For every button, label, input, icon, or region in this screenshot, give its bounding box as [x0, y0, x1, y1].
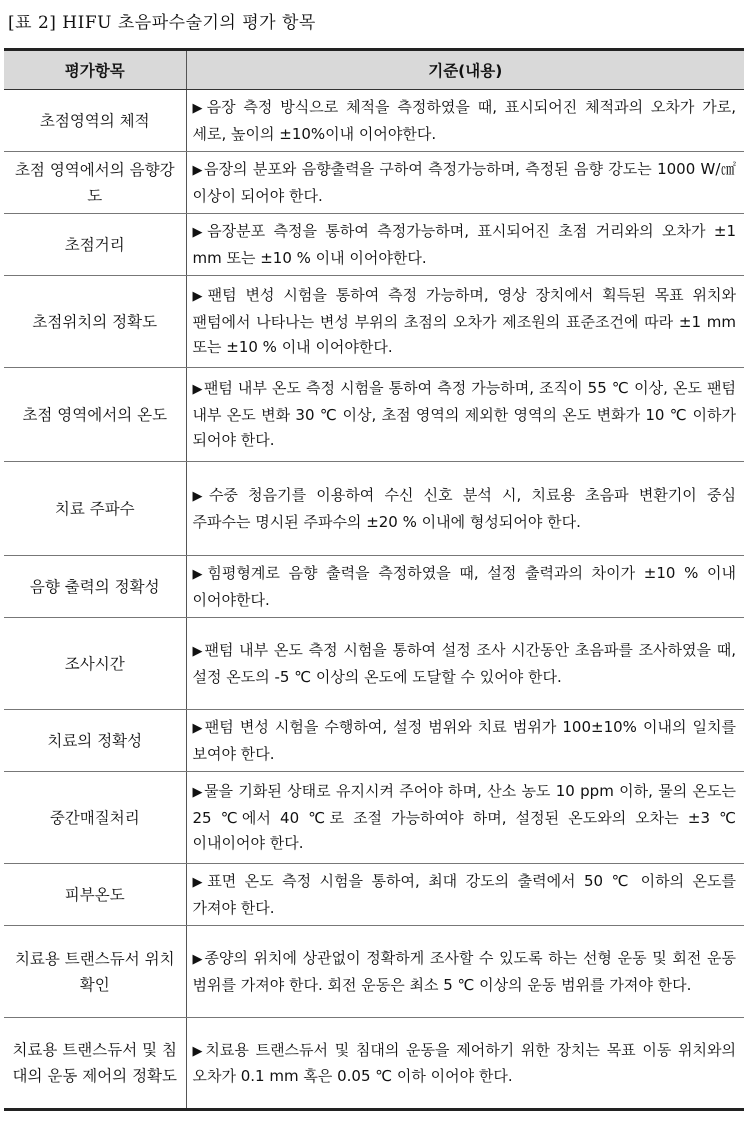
triangle-bullet-icon: ▶ [192, 225, 207, 240]
evaluation-table-container [4, 48, 744, 1111]
triangle-bullet-icon: ▶ [192, 101, 206, 116]
triangle-bullet-icon: ▶ [192, 644, 204, 659]
triangle-bullet-icon: ▶ [192, 163, 204, 178]
evaluation-item: 치료용 트랜스듀서 위치확인 [4, 926, 186, 1018]
criteria-cell [186, 710, 744, 772]
criteria-cell [186, 462, 744, 556]
triangle-bullet-icon: ▶ [192, 382, 203, 398]
triangle-bullet-icon: ▶ [192, 567, 207, 582]
criteria-cell [186, 368, 744, 462]
criteria-text: 치료용 트랜스듀서 및 침대의 운동을 제어하기 위한 장치는 목표 이동 위치와의 오차가 0.1 mm 혹은 0.05 ℃ 이하 이어야 한다. [192, 1040, 736, 1085]
table-row [4, 1018, 744, 1110]
evaluation-item: 조사시간 [4, 618, 186, 710]
criteria-text: 음장 측정 방식으로 체적을 측정하였을 때, 표시되어진 체적과의 오차가 가로, 세로, 높이의 ±10%이내 이어야한다. [192, 98, 736, 143]
evaluation-item: 음향 출력의 정확성 [4, 556, 186, 618]
criteria-text: 팬텀 변성 시험을 수행하여, 설정 범위와 치료 범위가 100±10% 이내의 일치를 보여야 한다. [192, 718, 736, 763]
criteria-cell [186, 772, 744, 864]
criteria-cell [186, 1018, 744, 1110]
criteria-text: 팬텀 변성 시험을 통하여 측정 가능하며, 영상 장치에서 획득된 목표 위치와 팬텀에서 나타나는 변성 부위의 초점의 오차가 제조원의 표준조건에 따라 ±1 mm 또는 ±10 % 이내 이어야한다. [192, 286, 736, 357]
triangle-bullet-icon: ▶ [192, 1043, 205, 1059]
evaluation-item: 초점 영역에서의 온도 [4, 368, 186, 462]
triangle-bullet-icon: ▶ [192, 952, 204, 967]
table-row [4, 90, 744, 152]
table-row [4, 276, 744, 368]
table-row [4, 772, 744, 864]
table-row [4, 214, 744, 276]
criteria-text: 표면 온도 측정 시험을 통하여, 최대 강도의 출력에서 50 ℃ 이하의 온도를 가져야 한다. [192, 872, 736, 917]
criteria-cell [186, 926, 744, 1018]
header-item: 평가항목 [4, 50, 186, 90]
triangle-bullet-icon: ▶ [192, 289, 207, 305]
criteria-cell [186, 90, 744, 152]
evaluation-table [4, 48, 744, 1111]
criteria-cell [186, 214, 744, 276]
criteria-text: 팬텀 내부 온도 측정 시험을 통하여 측정 가능하며, 조직이 55 ℃ 이상, 온도 팬텀 내부 온도 변화 30 ℃ 이상, 초점 영역의 제외한 영역의 온도 변화가 10 ℃ 이하가 되어야 한다. [192, 379, 737, 450]
table-row [4, 368, 744, 462]
evaluation-item: 피부온도 [4, 864, 186, 926]
table-row [4, 462, 744, 556]
criteria-cell [186, 864, 744, 926]
triangle-bullet-icon: ▶ [192, 721, 204, 736]
criteria-cell [186, 152, 744, 214]
criteria-text: 음장분포 측정을 통하여 측정가능하며, 표시되어진 초점 거리와의 오차가 ±1 mm 또는 ±10 % 이내 이어야한다. [192, 222, 736, 267]
evaluation-item: 치료 주파수 [4, 462, 186, 556]
criteria-text: 팬텀 내부 온도 측정 시험을 통하여 설정 조사 시간동안 초음파를 조사하였을 때, 설정 온도의 -5 ℃ 이상의 온도에 도달할 수 있어야 한다. [192, 641, 736, 686]
criteria-text: 수중 청음기를 이용하여 수신 신호 분석 시, 치료용 초음파 변환기이 중심 주파수는 명시된 주파수의 ±20 % 이내에 형성되어야 한다. [192, 486, 736, 531]
evaluation-item: 중간매질처리 [4, 772, 186, 864]
criteria-text: 종양의 위치에 상관없이 정확하게 조사할 수 있도록 하는 선형 운동 및 회전 운동 범위를 가져야 한다. 회전 운동은 최소 5 ℃ 이상의 운동 범위를 가져야 한다. [192, 949, 736, 994]
criteria-cell [186, 556, 744, 618]
evaluation-item: 초점 영역에서의 음향강도 [4, 152, 186, 214]
evaluation-item: 초점영역의 체적 [4, 90, 186, 152]
table-row [4, 152, 744, 214]
criteria-text: 음장의 분포와 음향출력을 구하여 측정가능하며, 측정된 음향 강도는 1000 W/㎠ 이상이 되어야 한다. [192, 160, 736, 205]
evaluation-item: 초점위치의 정확도 [4, 276, 186, 368]
table-row [4, 618, 744, 710]
table-row [4, 864, 744, 926]
table-row [4, 556, 744, 618]
table-row [4, 710, 744, 772]
table-caption: [표 2] HIFU 초음파수술기의 평가 항목 [8, 13, 316, 33]
criteria-cell [186, 618, 744, 710]
triangle-bullet-icon: ▶ [192, 489, 208, 504]
triangle-bullet-icon: ▶ [192, 875, 207, 890]
table-row [4, 926, 744, 1018]
triangle-bullet-icon: ▶ [192, 785, 204, 801]
evaluation-item: 치료용 트랜스듀서 및 침대의 운동 제어의 정확도 [4, 1018, 186, 1110]
header-criteria: 기준(내용) [186, 50, 744, 90]
evaluation-item: 초점거리 [4, 214, 186, 276]
table-body [4, 90, 744, 1110]
criteria-text: 물을 기화된 상태로 유지시켜 주어야 하며, 산소 농도 10 ppm 이하, 물의 온도는 25 ℃에서 40 ℃로 조절 가능하여야 하며, 설정된 온도와의 오차는 ±3 ℃ 이내이어야 한다. [192, 782, 737, 853]
criteria-text: 힘평형계로 음향 출력을 측정하였을 때, 설정 출력과의 차이가 ±10 % 이내 이어야한다. [192, 564, 737, 609]
evaluation-item: 치료의 정확성 [4, 710, 186, 772]
table-header-row [4, 50, 744, 90]
criteria-cell [186, 276, 744, 368]
